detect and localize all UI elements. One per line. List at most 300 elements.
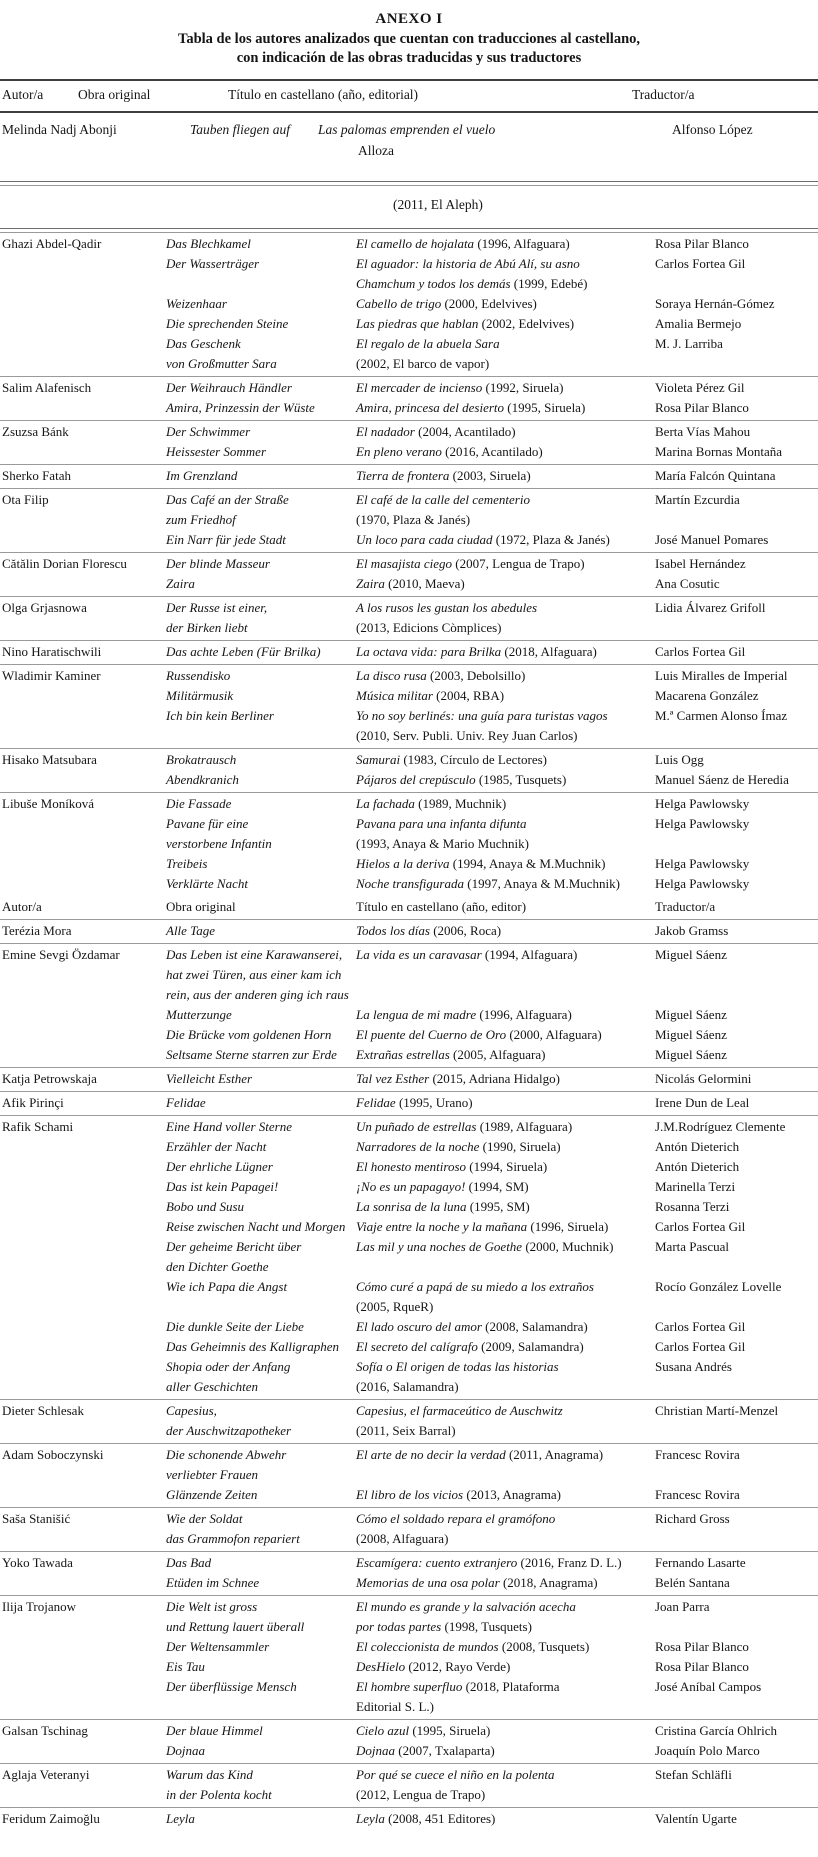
author-section: [0, 641, 818, 664]
author-section: [0, 1092, 818, 1115]
table-line: [0, 490, 818, 510]
titulo-edition: (2004, Acantilado): [418, 424, 516, 439]
obra-cell: [166, 726, 356, 746]
titulo-edition: (1972, Plaza & Janés): [495, 532, 610, 547]
obra-cell: Dojnaa: [166, 1743, 205, 1758]
traductor-cell: Marinella Terzi: [655, 1179, 736, 1194]
table-line: [0, 686, 818, 706]
titulo-edition: (2010, Maeva): [388, 576, 465, 591]
titulo-edition: (2012, Rayo Verde): [408, 1659, 511, 1674]
author-cell: [0, 334, 166, 354]
traductor-cell: Martín Ezcurdia: [655, 492, 740, 507]
titulo-cell: (2011, Seix Barral): [356, 1423, 456, 1438]
traductor-cell: Francesc Rovira: [655, 1447, 740, 1462]
table-line: [0, 1573, 818, 1593]
author-cell: Libuše Moníková: [2, 796, 95, 811]
author-section: [0, 1552, 818, 1595]
table-line: [0, 574, 818, 594]
table-line: [0, 274, 818, 294]
traductor-cell: Nicolás Gelormini: [655, 1071, 752, 1086]
author-section: [0, 465, 818, 488]
author-cell: [0, 1697, 166, 1717]
traductor-cell: Amalia Bermejo: [655, 316, 742, 331]
titulo-italic: Noche transfigurada: [356, 876, 468, 891]
table-line: [0, 1657, 818, 1677]
titulo-italic: Música militar: [356, 688, 437, 703]
titulo-italic: La disco rusa: [356, 668, 431, 683]
table-line: [0, 834, 818, 854]
author-cell: [0, 1529, 166, 1549]
author-cell: [0, 1045, 166, 1065]
author-cell: Galsan Tschinag: [2, 1723, 88, 1738]
titulo-cell: [356, 254, 655, 274]
author-section: [0, 233, 818, 376]
obra-cell: Leyla: [166, 1811, 195, 1826]
traductor-cell: [655, 834, 818, 854]
traductor-cell: Helga Pawlowsky: [655, 856, 750, 871]
titulo-italic: El puente del Cuerno de Oro: [356, 1027, 510, 1042]
traductor-cell: [655, 965, 818, 985]
title-block: [0, 0, 818, 68]
titulo-edition: (1989, Muchnik): [418, 796, 507, 811]
obra-cell: Der Wasserträger: [166, 256, 260, 271]
obra-cell: Der Weihrauch Händler: [166, 380, 292, 395]
traductor-cell: M. J. Larriba: [655, 336, 723, 351]
author-cell: [0, 1421, 166, 1441]
traductor-cell: [655, 726, 818, 746]
author-section: [0, 920, 818, 943]
traductor-cell: Rosa Pilar Blanco: [655, 1659, 749, 1674]
titulo-italic: Cabello de trigo: [356, 296, 445, 311]
table-line: [0, 642, 818, 662]
titulo-italic: Cómo el soldado repara el gramófono: [356, 1511, 556, 1526]
titulo-italic: El camello de hojalata: [356, 236, 478, 251]
traductor-cell: [655, 1465, 818, 1485]
titulo-cell: [356, 1445, 655, 1465]
table-line: [0, 1045, 818, 1065]
titulo-italic: El coleccionista de mundos: [356, 1639, 502, 1654]
titulo-italic: Amira, princesa del desierto: [356, 400, 508, 415]
author-cell: [0, 985, 166, 1005]
titulo-cell: [356, 378, 655, 398]
titulo-italic: DesHielo: [356, 1659, 409, 1674]
author-cell: Salim Alafenisch: [2, 380, 92, 395]
obra-cell: Die sprechenden Steine: [166, 316, 289, 331]
traductor-cell: [655, 354, 818, 374]
titulo-edition: (2007, Txalaparta): [398, 1743, 495, 1758]
table-line: [0, 1509, 818, 1529]
header-obra: Obra original: [78, 87, 151, 102]
titulo-edition: (2018, Anagrama): [502, 1575, 598, 1590]
titulo-italic: Narradores de la noche: [356, 1139, 483, 1154]
header-autor: Autor/a: [2, 87, 44, 102]
titulo-cell: [356, 1401, 655, 1421]
titulo-cell: [356, 1677, 655, 1697]
traductor-cell: Antón Dieterich: [655, 1159, 740, 1174]
table-line: [0, 1317, 818, 1337]
table-line: [0, 618, 818, 638]
obra-cell: Eis Tau: [166, 1659, 205, 1674]
table-line: [0, 726, 818, 746]
author-section: [0, 1068, 818, 1091]
table-line: [0, 985, 818, 1005]
author-cell: [0, 1377, 166, 1397]
titulo-edition: (2008, 451 Editores): [388, 1811, 496, 1826]
traductor-cell: Cristina García Ohlrich: [655, 1723, 778, 1738]
obra-cell: Alle Tage: [166, 923, 215, 938]
traductor-cell: Carlos Fortea Gil: [655, 1319, 746, 1334]
author-cell: Nino Haratischwili: [2, 644, 102, 659]
titulo-cell: [356, 1765, 655, 1785]
traductor-cell: [655, 1697, 818, 1717]
table-line: [0, 294, 818, 314]
author-cell: Emine Sevgi Özdamar: [2, 947, 120, 962]
titulo-italic: Tal vez Esther: [356, 1071, 433, 1086]
titulo-italic: El nadador: [356, 424, 419, 439]
author-cell: Ota Filip: [2, 492, 49, 507]
table-line: [0, 1297, 818, 1317]
table-line: [0, 378, 818, 398]
obra-cell: der Auschwitzapotheker: [166, 1423, 292, 1438]
table-line: [0, 1741, 818, 1761]
author-cell: Yoko Tawada: [2, 1555, 73, 1570]
obra-cell: Wie ich Papa die Angst: [166, 1279, 288, 1294]
titulo-edition: (2003, Debolsillo): [430, 668, 526, 683]
titulo-cell: [356, 294, 655, 314]
titulo-italic: El secreto del calígrafo: [356, 1339, 482, 1354]
titulo-edition: (1996, Alfaguara): [479, 1007, 572, 1022]
table-line: [0, 1357, 818, 1377]
titulo-cell: [356, 1721, 655, 1741]
table-line: [0, 1237, 818, 1257]
titulo-italic: El masajista ciego: [356, 556, 456, 571]
traductor-cell: Soraya Hernán-Gómez: [655, 296, 775, 311]
titulo-italic: La octava vida: para Brilka: [356, 644, 505, 659]
titulo-cell: [356, 1257, 655, 1277]
traductor-cell: Rosa Pilar Blanco: [655, 236, 749, 251]
table-body: [0, 233, 818, 1831]
titulo-italic: El mercader de incienso: [356, 380, 486, 395]
titulo-edition: (1990, Siruela): [482, 1139, 561, 1154]
author-cell: [0, 686, 166, 706]
table-line: [0, 234, 818, 254]
traductor-name: Alfonso López: [672, 122, 753, 137]
titulo-italic: Capesius, el farmaceútico de Auschwitz: [356, 1403, 563, 1418]
obra-cell: Seltsame Sterne starren zur Erde: [166, 1047, 337, 1062]
traductor-cell: Francesc Rovira: [655, 1487, 740, 1502]
obra-cell: Das achte Leben (Für Brilka): [166, 644, 321, 659]
titulo-edition: (1983, Círculo de Lectores): [403, 752, 547, 767]
traductor-cell: Rosanna Terzi: [655, 1199, 730, 1214]
titulo-italic: El café de la calle del cementerio: [356, 492, 530, 507]
obra-cell: Der geheime Bericht über: [166, 1239, 302, 1254]
author-section: [0, 793, 818, 896]
table-line: [0, 897, 818, 917]
table-line: [0, 1445, 818, 1465]
titulo-edition: (1989, Alfaguara): [479, 1119, 573, 1134]
table-line: [0, 442, 818, 462]
titulo-edition: (2015, Adriana Hidalgo): [432, 1071, 560, 1086]
titulo-edition: (2000, Muchnik): [525, 1239, 614, 1254]
obra-cell: Felidae: [166, 1095, 206, 1110]
table-line: [0, 1117, 818, 1137]
author-cell: [0, 574, 166, 594]
titulo-cell: [356, 314, 655, 334]
obra-cell: [166, 274, 356, 294]
author-cell: [0, 618, 166, 638]
titulo-italic: La vida es un caravasar: [356, 947, 485, 962]
author-cell: [0, 1337, 166, 1357]
author-section: [0, 597, 818, 640]
author-cell: Hisako Matsubara: [2, 752, 97, 767]
table-line: [0, 530, 818, 550]
traductor-cell: José Aníbal Campos: [655, 1679, 762, 1694]
titulo-italic: La lengua de mi madre: [356, 1007, 480, 1022]
titulo-italic: La fachada: [356, 796, 419, 811]
titulo-cell: [356, 1045, 655, 1065]
titulo-cell: [356, 1317, 655, 1337]
titulo-italic: Las mil y una noches de Goethe: [356, 1239, 526, 1254]
titulo-cell: [356, 1573, 655, 1593]
titulo-italic: Viaje entre la noche y la mañana: [356, 1219, 531, 1234]
titulo-italic: Chamchum y todos los demás: [356, 276, 514, 291]
titulo-edition: (2011, Anagrama): [508, 1447, 604, 1462]
table-line: [0, 921, 818, 941]
table-line: [0, 1809, 818, 1829]
traductor-cell: María Falcón Quintana: [655, 468, 776, 483]
traductor-cell: Rosa Pilar Blanco: [655, 1639, 749, 1654]
publisher-year-label: (2011, El Aleph): [393, 197, 483, 212]
titulo-cell: [356, 1217, 655, 1237]
traductor-cell: [655, 1421, 818, 1441]
traductor-cell: Helga Pawlowsky: [655, 816, 750, 831]
titulo-cell: (2002, El barco de vapor): [356, 356, 490, 371]
table-line: [0, 1465, 818, 1485]
table-line: [0, 666, 818, 686]
obra-cell: Heissester Sommer: [166, 444, 267, 459]
author-cell: Feridum Zaimoğlu: [2, 1811, 100, 1826]
obra-cell: Shopia oder der Anfang: [166, 1359, 291, 1374]
table-line: [0, 1721, 818, 1741]
author-cell: [0, 726, 166, 746]
author-cell: Autor/a: [2, 899, 42, 914]
author-section: [0, 553, 818, 596]
traductor-cell: [655, 1257, 818, 1277]
author-cell: [0, 254, 166, 274]
author-section: [0, 1596, 818, 1719]
traductor-cell: Fernando Lasarte: [655, 1555, 746, 1570]
obra-cell: Der überflüssige Mensch: [166, 1679, 297, 1694]
table-line: [0, 1197, 818, 1217]
titulo-italic: Hielos a la deriva: [356, 856, 453, 871]
traductor-cell: Antón Dieterich: [655, 1139, 740, 1154]
author-cell: Dieter Schlesak: [2, 1403, 84, 1418]
obra-cell: in der Polenta kocht: [166, 1787, 272, 1802]
titulo-edition: (1994, Alfaguara): [484, 947, 578, 962]
traductor-cell: Stefan Schläfli: [655, 1767, 732, 1782]
titulo-edition: (2008, Tusquets): [501, 1639, 590, 1654]
titulo-edition: (2005, Alfaguara): [453, 1047, 546, 1062]
titulo-edition: (1995, Urano): [398, 1095, 473, 1110]
traductor-cell: [655, 510, 818, 530]
author-section: [0, 1444, 818, 1507]
titulo-italic: Por qué se cuece el niño en la polenta: [356, 1767, 555, 1782]
table-line: [0, 354, 818, 374]
traductor-cell: Ana Cosutic: [655, 576, 720, 591]
titulo-italic: El arte de no decir la verdad: [356, 1447, 509, 1462]
traductor-cell: Miguel Sáenz: [655, 1027, 727, 1042]
author-cell: Wladimir Kaminer: [2, 668, 101, 683]
titulo-castellano: Las palomas emprenden el vuelo: [318, 122, 496, 137]
titulo-italic: ¡No es un papagayo!: [356, 1179, 469, 1194]
table-line: [0, 1137, 818, 1157]
obra-cell: Der blinde Masseur: [166, 556, 270, 571]
titulo-cell: [356, 686, 655, 706]
traductor-cell: Miguel Sáenz: [655, 1007, 727, 1022]
table-line: [0, 750, 818, 770]
author-cell: [0, 354, 166, 374]
titulo-edition: (1992, Siruela): [485, 380, 564, 395]
titulo-cell: [356, 1137, 655, 1157]
titulo-edition: (2018, Alfaguara): [504, 644, 597, 659]
table-line: [0, 1277, 818, 1297]
traductor-cell: Jakob Gramss: [655, 923, 729, 938]
author-cell: [0, 1217, 166, 1237]
table-line: [0, 466, 818, 486]
titulo-italic: Zaira: [356, 576, 389, 591]
traductor-cell: Macarena González: [655, 688, 759, 703]
traductor-cell: Rosa Pilar Blanco: [655, 400, 749, 415]
author-cell: [0, 706, 166, 726]
obra-cell: [166, 1297, 356, 1317]
obra-cell: Erzähler der Nacht: [166, 1139, 267, 1154]
author-cell: [0, 1257, 166, 1277]
obra-cell: Der ehrliche Lügner: [166, 1159, 273, 1174]
author-cell: [0, 1617, 166, 1637]
obra-cell: Die schonende Abwehr: [166, 1447, 287, 1462]
author-cell: Ilija Trojanow: [2, 1599, 77, 1614]
titulo-cell: [356, 1197, 655, 1217]
author-cell: Afik Pirinçi: [2, 1095, 64, 1110]
titulo-cell: [356, 750, 655, 770]
obra-cell: aller Geschichten: [166, 1379, 259, 1394]
titulo-italic: Las piedras que hablan: [356, 316, 482, 331]
obra-cell: Das Café an der Straße: [166, 492, 289, 507]
author-cell: Terézia Mora: [2, 923, 72, 938]
titulo-edition: (1997, Anaya & M.Muchnik): [467, 876, 620, 891]
author-cell: Cătălin Dorian Florescu: [2, 556, 127, 571]
obra-cell: Die dunkle Seite der Liebe: [166, 1319, 304, 1334]
table-line: [0, 814, 818, 834]
titulo-cell: [356, 921, 655, 941]
traductor-cell: Carlos Fortea Gil: [655, 644, 746, 659]
table-line: [0, 1765, 818, 1785]
author-cell: [0, 1317, 166, 1337]
traductor-cell: Irene Dun de Leal: [655, 1095, 750, 1110]
publisher-year-row: [0, 186, 818, 228]
author-name: Melinda Nadj Abonji: [2, 122, 117, 137]
obra-cell: hat zwei Türen, aus einer kam ich: [166, 967, 342, 982]
author-cell: [0, 530, 166, 550]
table-line: [0, 1637, 818, 1657]
traductor-cell: Carlos Fortea Gil: [655, 256, 746, 271]
titulo-cell: [356, 794, 655, 814]
traductor-cell: Christian Martí-Menzel: [655, 1403, 779, 1418]
author-section: [0, 1764, 818, 1807]
titulo-cell: [356, 1485, 655, 1505]
author-cell: [0, 1573, 166, 1593]
traductor-cell: Carlos Fortea Gil: [655, 1339, 746, 1354]
titulo-cell: (1993, Anaya & Mario Muchnik): [356, 836, 529, 851]
titulo-edition: (2016, Franz D. L.): [520, 1555, 622, 1570]
author-cell: [0, 314, 166, 334]
titulo-cell: [356, 814, 655, 834]
table-line: [0, 1617, 818, 1637]
obra-cell: der Birken liebt: [166, 620, 248, 635]
author-section: [0, 1400, 818, 1443]
traductor-cell: Marta Pascual: [655, 1239, 730, 1254]
traductor-cell: Susana Andrés: [655, 1359, 732, 1374]
titulo-cell: [356, 1157, 655, 1177]
author-section: [0, 421, 818, 464]
titulo-italic: Cielo azul: [356, 1723, 413, 1738]
obra-cell: Mutterzunge: [166, 1007, 232, 1022]
table-line: [0, 1157, 818, 1177]
obra-cell: Ein Narr für jede Stadt: [166, 532, 286, 547]
table-line: [0, 1597, 818, 1617]
titulo-italic: El honesto mentiroso: [356, 1159, 470, 1174]
titulo-cell: (2008, Alfaguara): [356, 1531, 449, 1546]
titulo-cell: [356, 554, 655, 574]
table-line: [0, 1337, 818, 1357]
traductor-cell: Marina Bornas Montaña: [655, 444, 783, 459]
titulo-cell: [356, 490, 655, 510]
titulo-italic: Felidae: [356, 1095, 399, 1110]
obra-cell: das Grammofon repariert: [166, 1531, 300, 1546]
traductor-cell: [655, 618, 818, 638]
obra-cell: Der blaue Himmel: [166, 1723, 263, 1738]
titulo-edition: (2003, Siruela): [452, 468, 531, 483]
titulo-cell: (1970, Plaza & Janés): [356, 512, 471, 527]
table-line: [0, 1217, 818, 1237]
titulo-edition: (1994, Anaya & M.Muchnik): [452, 856, 606, 871]
obra-cell: Vielleicht Esther: [166, 1071, 253, 1086]
titulo-italic: A los rusos les gustan los abedules: [356, 600, 538, 615]
author-section: [0, 1808, 818, 1831]
traductor-cell: M.ª Carmen Alonso Ímaz: [655, 708, 788, 723]
author-cell: [0, 1485, 166, 1505]
obra-cell: Zaira: [166, 576, 195, 591]
titulo-cell: (2005, RqueR): [356, 1299, 434, 1314]
traductor-cell: Luis Ogg: [655, 752, 704, 767]
obra-cell: zum Friedhof: [166, 512, 236, 527]
table-line: [0, 254, 818, 274]
table-line: [0, 1377, 818, 1397]
titulo-cell: [356, 1509, 655, 1529]
table-line: [0, 1529, 818, 1549]
obra-cell: Der Weltensammler: [166, 1639, 270, 1654]
author-cell: Ghazi Abdel-Qadir: [2, 236, 102, 251]
author-cell: [0, 1025, 166, 1045]
author-section: [0, 489, 818, 552]
header-traductor: Traductor/a: [632, 87, 695, 102]
titulo-cell: [356, 1093, 655, 1113]
titulo-edition: (1996, Siruela): [530, 1219, 609, 1234]
author-cell: [0, 1357, 166, 1377]
table-line: [0, 598, 818, 618]
table-line: [0, 945, 818, 965]
titulo-cell: [356, 1657, 655, 1677]
